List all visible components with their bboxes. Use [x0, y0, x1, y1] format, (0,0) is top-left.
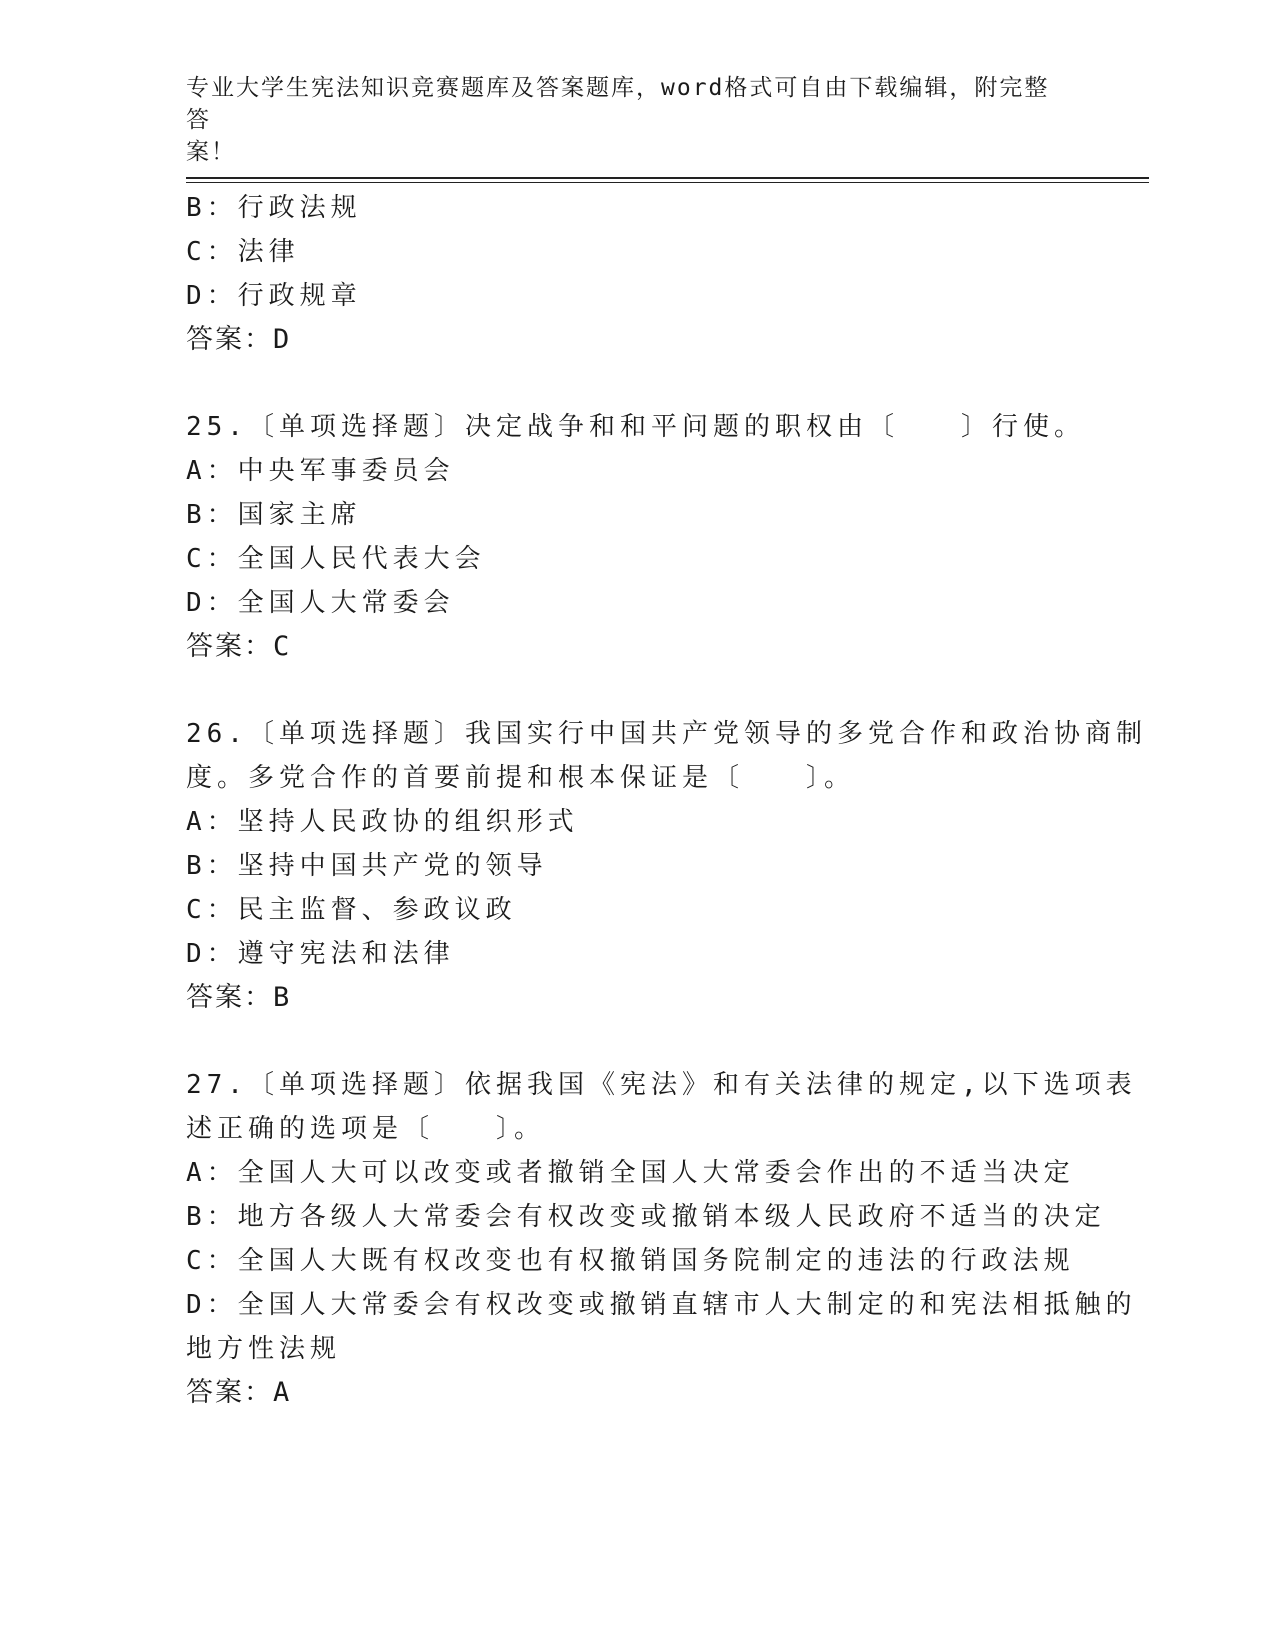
question-stem: 27.〔单项选择题〕依据我国《宪法》和有关法律的规定,以下选项表 — [186, 1070, 1137, 1100]
question-stem-continued: 述正确的选项是〔 〕。 — [186, 1114, 546, 1144]
option-a: A：坚持人民政协的组织形式 — [186, 807, 579, 837]
header-divider-thin — [186, 182, 1149, 183]
option-b: B：地方各级人大常委会有权改变或撤销本级人民政府不适当的决定 — [186, 1202, 1106, 1232]
question-stem: 26.〔单项选择题〕我国实行中国共产党领导的多党合作和政治协商制 — [186, 719, 1147, 749]
option-d: D：全国人大常委会 — [186, 588, 455, 618]
answer-label: 答案：D — [186, 324, 292, 355]
question-stem-continued: 度。多党合作的首要前提和根本保证是〔 〕。 — [186, 763, 856, 793]
option-a: A：中央军事委员会 — [186, 456, 455, 486]
header-line-1: 专业大学生宪法知识竞赛题库及答案题库，word格式可自由下载编辑，附完整答 — [186, 75, 1050, 133]
option-d: D：行政规章 — [186, 281, 362, 311]
question-stem: 25.〔单项选择题〕决定战争和和平问题的职权由〔 〕行使。 — [186, 412, 1085, 442]
option-c: C：法律 — [186, 237, 300, 267]
header-divider-thick — [186, 177, 1149, 179]
option-a: A：全国人大可以改变或者撤销全国人大常委会作出的不适当决定 — [186, 1158, 1075, 1188]
header-line-2: 案！ — [186, 139, 236, 165]
option-b: B：坚持中国共产党的领导 — [186, 851, 548, 881]
answer-label: 答案：A — [186, 1377, 292, 1408]
option-b: B：国家主席 — [186, 500, 362, 530]
option-c: C：全国人大既有权改变也有权撤销国务院制定的违法的行政法规 — [186, 1246, 1075, 1276]
option-d: D：全国人大常委会有权改变或撤销直辖市人大制定的和宪法相抵触的 — [186, 1290, 1137, 1320]
option-c: C：全国人民代表大会 — [186, 544, 486, 574]
option-d-continued: 地方性法规 — [186, 1334, 342, 1364]
option-b: B：行政法规 — [186, 193, 362, 223]
answer-label: 答案：B — [186, 982, 292, 1013]
answer-label: 答案：C — [186, 631, 292, 662]
option-c: C：民主监督、参政议政 — [186, 895, 517, 925]
document-header — [186, 72, 1066, 168]
option-d: D：遵守宪法和法律 — [186, 939, 455, 969]
